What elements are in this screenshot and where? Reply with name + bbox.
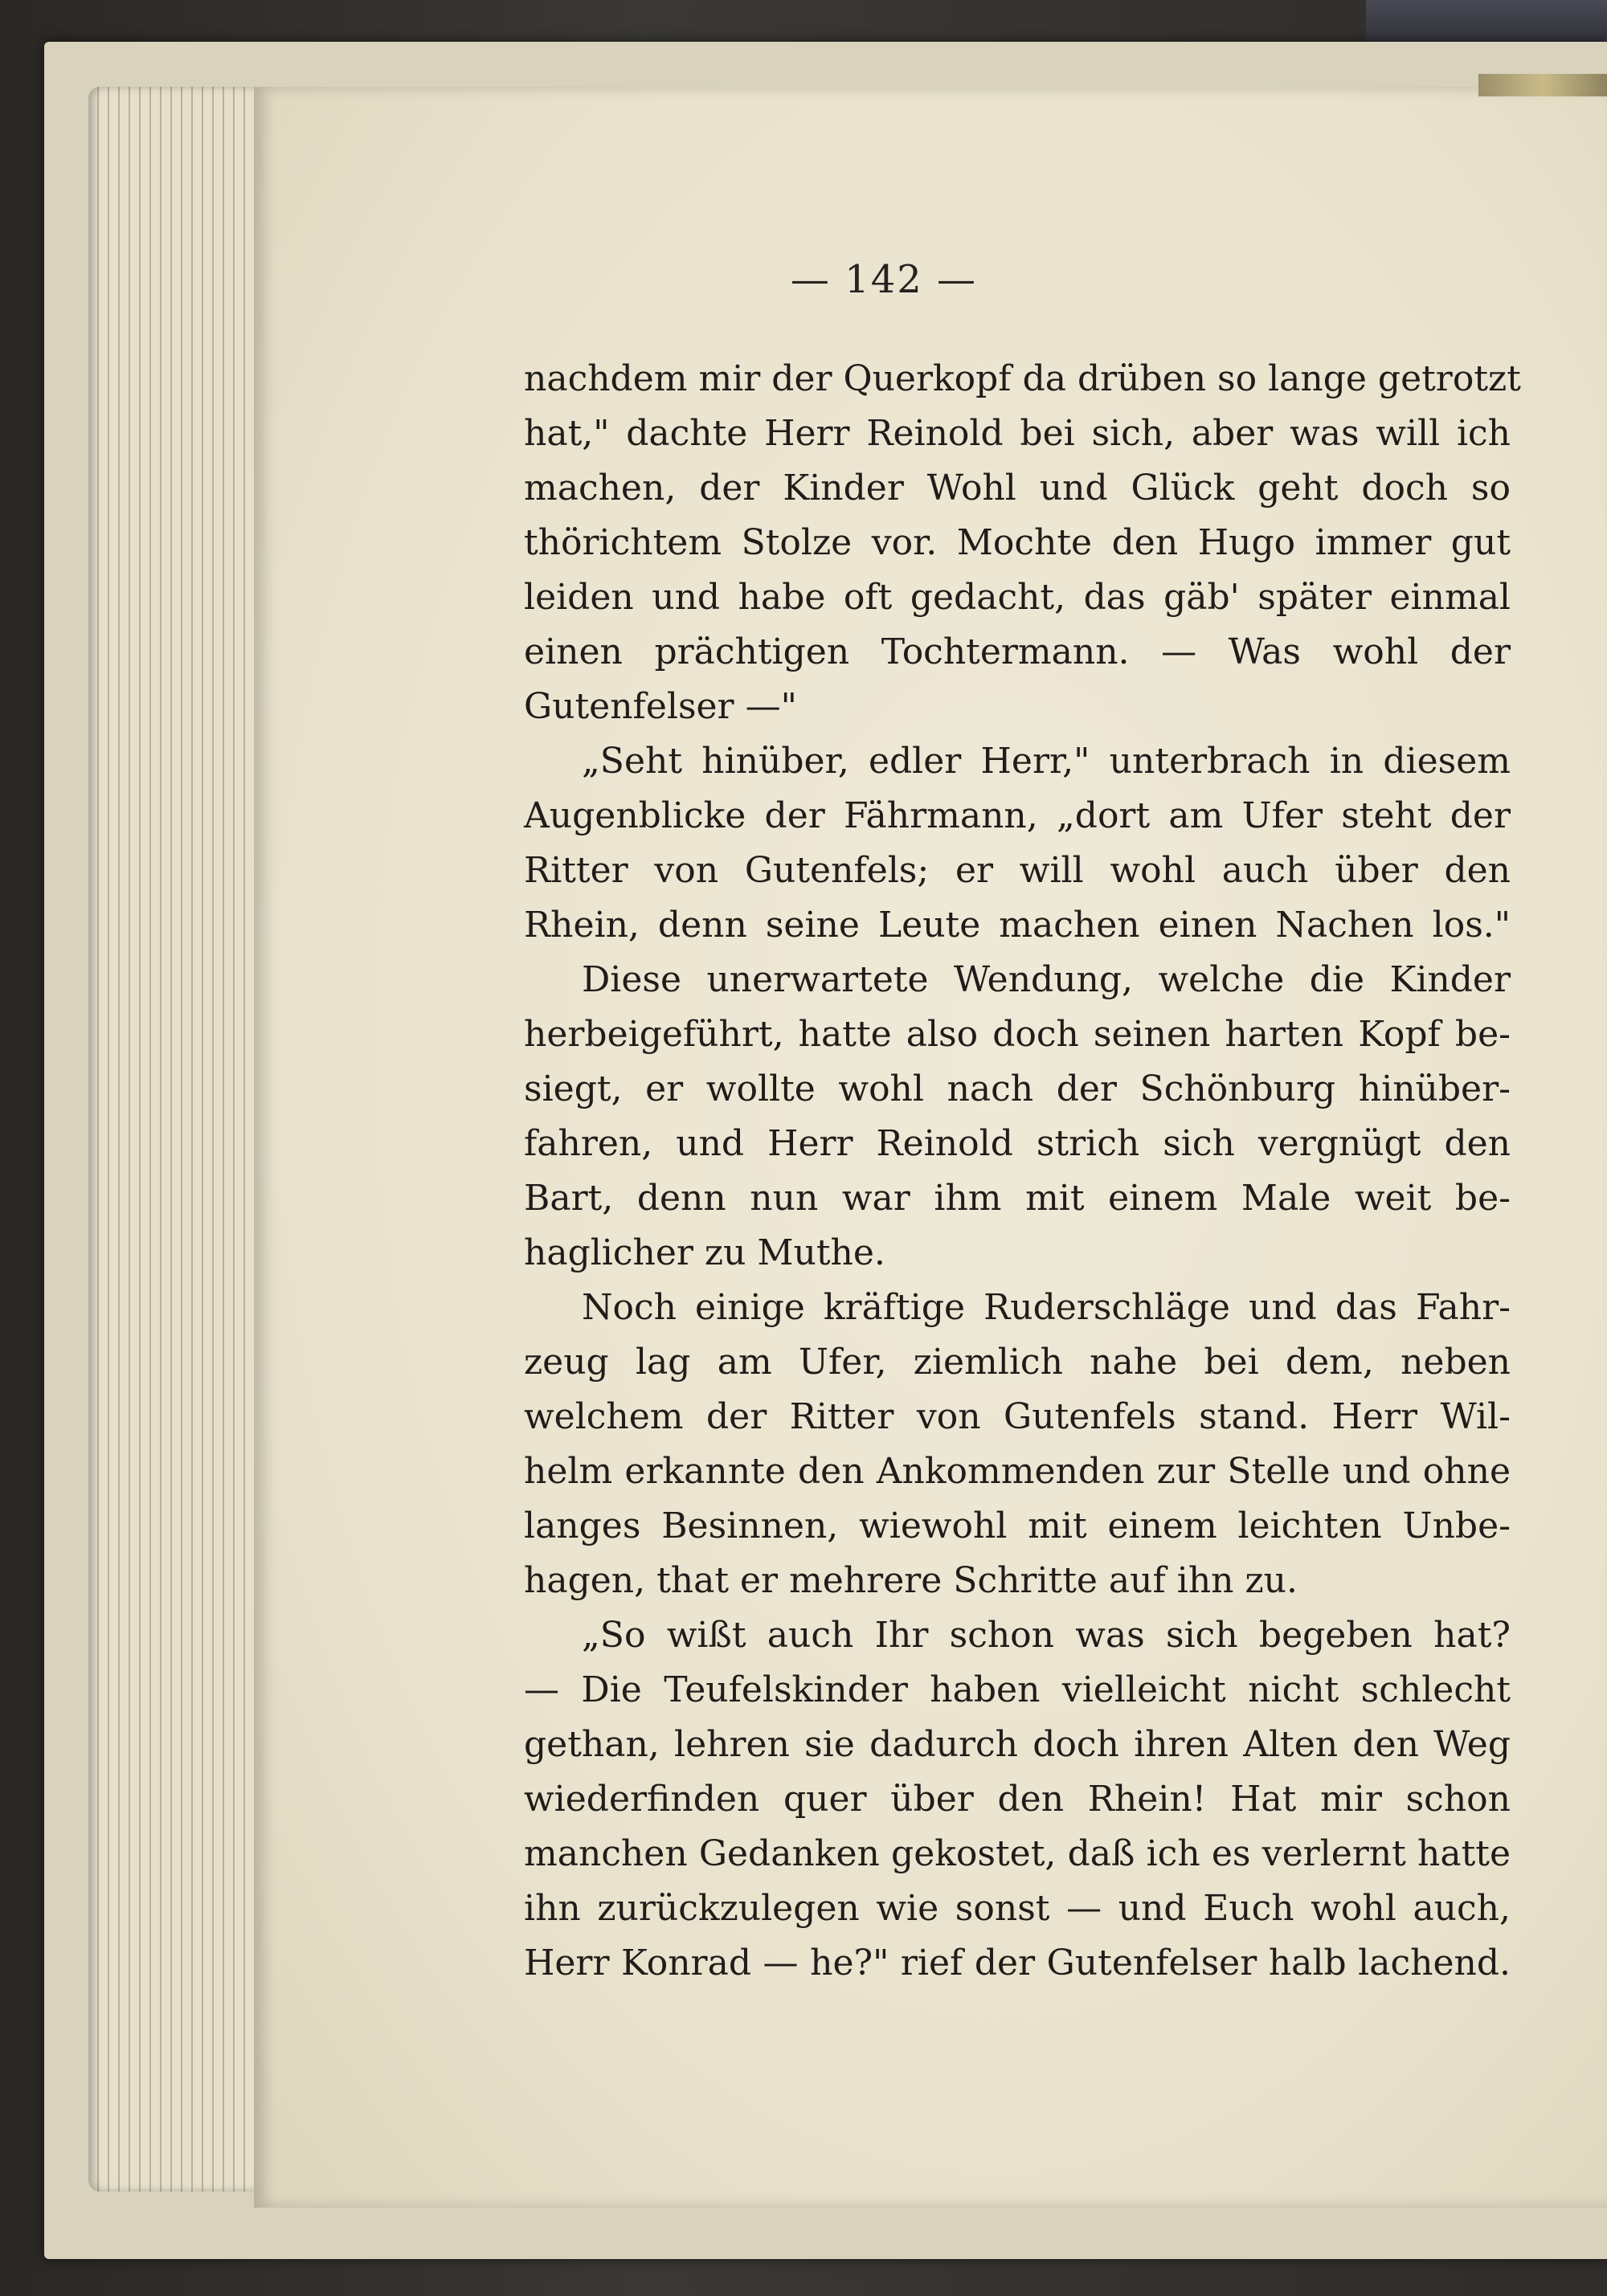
- text-line: gethan, lehren sie dadurch doch ihren Alten den Weg: [524, 1724, 1511, 1765]
- text-line: Rhein, denn seine Leute machen einen Nachen los.": [524, 905, 1511, 946]
- gilt-page-edge: [1478, 74, 1607, 96]
- text-line: Ritter von Gutenfels; er will wohl auch über den: [524, 850, 1511, 891]
- text-line: hagen, that er mehrere Schritte auf ihn zu.: [524, 1560, 1298, 1601]
- text-line: helm erkannte den Ankommenden zur Stelle und ohne: [524, 1451, 1511, 1492]
- text-line: leiden und habe oft gedacht, das gäb' später einmal: [524, 577, 1511, 618]
- book-cover-corner: [1366, 0, 1607, 48]
- text-line: fahren, und Herr Reinold strich sich vergnügt den: [524, 1123, 1511, 1164]
- text-line: machen, der Kinder Wohl und Glück geht doch so: [524, 468, 1511, 509]
- page-text-block: [524, 352, 1521, 1991]
- text-line: Herr Konrad — he?" rief der Gutenfelser halb lachend.: [524, 1943, 1511, 1983]
- text-line: Diese unerwartete Wendung, welche die Kinder: [582, 959, 1511, 1000]
- text-line: nachdem mir der Querkopf da drüben so lange getrotzt: [524, 358, 1521, 399]
- text-line: Noch einige kräftige Ruderschläge und das Fahr-: [582, 1287, 1511, 1328]
- text-line: zeug lag am Ufer, ziemlich nahe bei dem, neben: [524, 1342, 1511, 1383]
- text-line: — Die Teufelskinder haben vielleicht nicht schlecht: [524, 1669, 1511, 1710]
- text-line: siegt, er wollte wohl nach der Schönburg hinüber-: [524, 1068, 1511, 1109]
- page-edges-stack: [88, 87, 265, 2192]
- text-line: einen prächtigen Tochtermann. — Was wohl der: [524, 631, 1511, 672]
- text-line: „So wißt auch Ihr schon was sich begeben hat?: [582, 1615, 1511, 1656]
- page-number: — 142 —: [790, 257, 978, 302]
- text-line: haglicher zu Muthe.: [524, 1232, 885, 1273]
- text-line: herbeigeführt, hatte also doch seinen harten Kopf be-: [524, 1014, 1511, 1055]
- text-line: welchem der Ritter von Gutenfels stand. Herr Wil-: [524, 1396, 1511, 1437]
- text-line: Augenblicke der Fährmann, „dort am Ufer steht der: [524, 795, 1511, 836]
- text-line: wiederfinden quer über den Rhein! Hat mir schon: [524, 1779, 1511, 1820]
- text-line: „Seht hinüber, edler Herr," unterbrach in diesem: [582, 741, 1511, 782]
- text-line: Gutenfelser —": [524, 686, 797, 727]
- text-line: langes Besinnen, wiewohl mit einem leichten Unbe-: [524, 1505, 1511, 1546]
- text-line: hat," dachte Herr Reinold bei sich, aber was will ich: [524, 413, 1511, 454]
- text-line: thörichtem Stolze vor. Mochte den Hugo immer gut: [524, 522, 1511, 563]
- text-line: ihn zurückzulegen wie sonst — und Euch wohl auch,: [524, 1888, 1511, 1929]
- text-line: Bart, denn nun war ihm mit einem Male weit be-: [524, 1178, 1511, 1219]
- text-line: manchen Gedanken gekostet, daß ich es verlernt hatte: [524, 1833, 1511, 1874]
